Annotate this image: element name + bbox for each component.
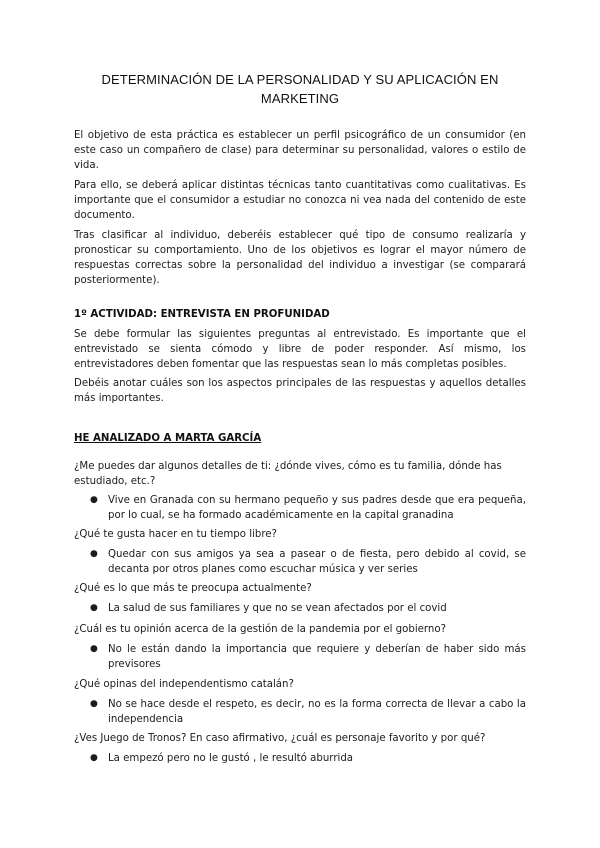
bullet-icon: ● [90, 495, 98, 505]
question: ¿Cuál es tu opinión acerca de la gestión de la pandemia por el gobierno? [74, 624, 447, 635]
answer-text: No se hace desde el respeto, es decir, no es la forma correcta de llevar a cabo la independencia [108, 699, 526, 725]
answer-text: La salud de sus familiares y que no se vean afectados por el covid [108, 603, 447, 614]
intro-paragraph: Para ello, se deberá aplicar distintas técnicas tanto cuantitativas como cualitativas. Es importante que el consumidor a estudiar no conozca ni vea nada del contenido de este documento. [74, 180, 526, 221]
answer-item [90, 493, 526, 523]
question: ¿Qué te gusta hacer en tu tiempo libre? [74, 529, 277, 540]
answer-text: Vive en Granada con su hermano pequeño y sus padres desde que era pequeña, por lo cual, se ha formado académicamente en la capital granadina [108, 495, 526, 521]
answer-item [90, 547, 526, 577]
analysis-heading: HE ANALIZADO A MARTA GARCÍA [74, 433, 262, 444]
bullet-icon: ● [90, 549, 98, 559]
bullet-icon: ● [90, 699, 98, 709]
answer-text: Quedar con sus amigos ya sea a pasear o de fiesta, pero debido al covid, se decanta por otros planes como escuchar música y ver series [108, 549, 526, 575]
answer-item [90, 697, 526, 727]
answer-item [90, 751, 526, 766]
bullet-icon: ● [90, 644, 98, 654]
question: ¿Qué es lo que más te preocupa actualmente? [74, 583, 312, 594]
activity-heading: 1º ACTIVIDAD: ENTREVISTA EN PROFUNIDAD [74, 309, 330, 320]
activity-paragraph: Debéis anotar cuáles son los aspectos principales de las respuestas y aquellos detalles más importantes. [74, 378, 526, 404]
question: ¿Ves Juego de Tronos? En caso afirmativo, ¿cuál es personaje favorito y por qué? [74, 733, 486, 744]
question: ¿Qué opinas del independentismo catalán? [74, 679, 294, 690]
document-title: DETERMINACIÓN DE LA PERSONALIDAD Y SU APLICACIÓN EN MARKETING [101, 72, 499, 106]
answer-item [90, 642, 526, 672]
bullet-icon: ● [90, 753, 98, 763]
intro-paragraph: Tras clasificar al individuo, deberéis establecer qué tipo de consumo realizaría y pronosticar su comportamiento. Uno de los objetivos es lograr el mayor número de respuestas correctas sobre la personalidad del individuo a investigar (se comparará posteriormente). [74, 230, 526, 286]
answer-item [90, 601, 526, 616]
bullet-icon: ● [90, 603, 98, 613]
question: ¿Me puedes dar algunos detalles de ti: ¿dónde vives, cómo es tu familia, dónde has estudiado, etc.? [74, 461, 502, 487]
intro-paragraph: El objetivo de esta práctica es establecer un perfil psicográfico de un consumidor (en este caso un compañero de clase) para determinar su personalidad, valores o estilo de vida. [74, 130, 526, 171]
activity-paragraph: Se debe formular las siguientes preguntas al entrevistado. Es importante que el entrevistado se sienta cómodo y libre de poder responder. Así mismo, los entrevistadores deben fomentar que las respuestas sean lo más completas posibles. [74, 329, 526, 370]
answer-text: No le están dando la importancia que requiere y deberían de haber sido más previsores [108, 644, 526, 670]
answer-text: La empezó pero no le gustó , le resultó aburrida [108, 753, 354, 764]
